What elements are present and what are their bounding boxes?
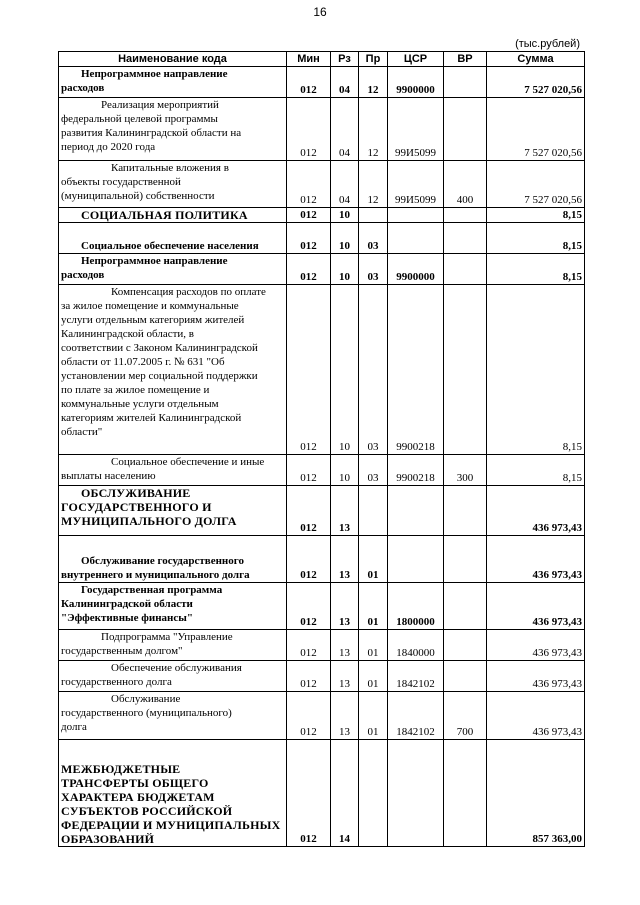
row-min: 012 bbox=[287, 208, 331, 223]
row-vr: 700 bbox=[444, 692, 487, 740]
row-sum: 8,15 bbox=[487, 254, 585, 285]
row-pr: 03 bbox=[359, 455, 388, 486]
row-sum: 7 527 020,56 bbox=[487, 98, 585, 161]
header-name: Наименование кода bbox=[59, 52, 287, 67]
row-pr: 03 bbox=[359, 254, 388, 285]
row-name: Обслуживание государственного (муниципального) долга bbox=[59, 692, 287, 740]
row-name: МЕЖБЮДЖЕТНЫЕ ТРАНСФЕРТЫ ОБЩЕГО ХАРАКТЕРА БЮДЖЕТАМ СУБЪЕКТОВ РОССИЙСКОЙ ФЕДЕРАЦИИ И МУНИЦИПАЛЬНЫХ ОБРАЗОВАНИЙ bbox=[59, 740, 287, 847]
row-pr: 01 bbox=[359, 692, 388, 740]
row-name: Обеспечение обслуживания государственного долга bbox=[59, 661, 287, 692]
row-name: Реализация мероприятий федеральной целевой программы развития Калининградской области на период до 2020 года bbox=[59, 98, 287, 161]
row-pr: 01 bbox=[359, 661, 388, 692]
row-rz: 13 bbox=[331, 486, 359, 536]
row-pr bbox=[359, 740, 388, 847]
row-rz: 04 bbox=[331, 67, 359, 98]
table-row bbox=[59, 67, 585, 98]
row-min: 012 bbox=[287, 661, 331, 692]
row-min: 012 bbox=[287, 223, 331, 254]
row-name: Обслуживание государственного внутреннего и муниципального долга bbox=[59, 536, 287, 583]
row-sum: 8,15 bbox=[487, 208, 585, 223]
row-rz: 10 bbox=[331, 223, 359, 254]
row-csr: 9900000 bbox=[388, 67, 444, 98]
row-min: 012 bbox=[287, 740, 331, 847]
row-pr bbox=[359, 208, 388, 223]
table-row bbox=[59, 692, 585, 740]
row-sum: 436 973,43 bbox=[487, 661, 585, 692]
row-name: Социальное обеспечение и иные выплаты населению bbox=[59, 455, 287, 486]
header-rz: Рз bbox=[331, 52, 359, 67]
row-sum: 436 973,43 bbox=[487, 692, 585, 740]
table-row bbox=[59, 486, 585, 536]
table-row bbox=[59, 98, 585, 161]
row-csr: 9900218 bbox=[388, 285, 444, 455]
row-rz: 04 bbox=[331, 98, 359, 161]
row-vr bbox=[444, 486, 487, 536]
row-vr bbox=[444, 285, 487, 455]
row-name: Компенсация расходов по оплате за жилое помещение и коммунальные услуги отдельным категориям жителей Калининградской области, в соответствии с Законом Калининградской области от 11.07.2005 г. № 631 "Об установлении мер социальной поддержки по плате за жилое помещение и коммунальные услуги отдельным категориям жителей Калининградской области" bbox=[59, 285, 287, 455]
row-min: 012 bbox=[287, 583, 331, 630]
table-row bbox=[59, 455, 585, 486]
row-sum: 8,15 bbox=[487, 455, 585, 486]
row-vr bbox=[444, 208, 487, 223]
row-sum: 8,15 bbox=[487, 223, 585, 254]
row-min: 012 bbox=[287, 161, 331, 208]
header-csr: ЦСР bbox=[388, 52, 444, 67]
header-pr: Пр bbox=[359, 52, 388, 67]
row-min: 012 bbox=[287, 254, 331, 285]
table-row bbox=[59, 223, 585, 254]
row-sum: 7 527 020,56 bbox=[487, 67, 585, 98]
table-row bbox=[59, 740, 585, 847]
row-vr bbox=[444, 254, 487, 285]
table-row bbox=[59, 254, 585, 285]
row-name: Непрограммное направление расходов bbox=[59, 67, 287, 98]
row-min: 012 bbox=[287, 285, 331, 455]
row-csr: 99И5099 bbox=[388, 98, 444, 161]
row-pr: 01 bbox=[359, 536, 388, 583]
row-rz: 14 bbox=[331, 740, 359, 847]
row-vr bbox=[444, 661, 487, 692]
row-csr: 1800000 bbox=[388, 583, 444, 630]
header-sum: Сумма bbox=[487, 52, 585, 67]
header-row bbox=[59, 52, 585, 67]
row-vr: 300 bbox=[444, 455, 487, 486]
budget-table bbox=[58, 51, 585, 847]
row-pr: 03 bbox=[359, 223, 388, 254]
row-sum: 436 973,43 bbox=[487, 630, 585, 661]
row-rz: 13 bbox=[331, 536, 359, 583]
row-sum: 436 973,43 bbox=[487, 536, 585, 583]
row-name: Непрограммное направление расходов bbox=[59, 254, 287, 285]
row-vr bbox=[444, 98, 487, 161]
row-rz: 10 bbox=[331, 285, 359, 455]
row-csr bbox=[388, 486, 444, 536]
row-vr bbox=[444, 536, 487, 583]
row-pr: 01 bbox=[359, 583, 388, 630]
table-row bbox=[59, 630, 585, 661]
row-csr: 9900000 bbox=[388, 254, 444, 285]
row-rz: 04 bbox=[331, 161, 359, 208]
row-name: СОЦИАЛЬНАЯ ПОЛИТИКА bbox=[59, 208, 287, 223]
units-label: (тыс.рублей) bbox=[515, 38, 580, 50]
table-row bbox=[59, 285, 585, 455]
row-sum: 8,15 bbox=[487, 285, 585, 455]
table-row bbox=[59, 583, 585, 630]
header-min: Мин bbox=[287, 52, 331, 67]
row-name: Социальное обеспечение населения bbox=[59, 223, 287, 254]
row-rz: 13 bbox=[331, 661, 359, 692]
row-csr bbox=[388, 208, 444, 223]
row-vr: 400 bbox=[444, 161, 487, 208]
row-csr bbox=[388, 223, 444, 254]
row-name: ОБСЛУЖИВАНИЕ ГОСУДАРСТВЕННОГО И МУНИЦИПАЛЬНОГО ДОЛГА bbox=[59, 486, 287, 536]
row-pr: 01 bbox=[359, 630, 388, 661]
row-name: Государственная программа Калининградской области "Эффективные финансы" bbox=[59, 583, 287, 630]
row-min: 012 bbox=[287, 692, 331, 740]
row-pr: 12 bbox=[359, 98, 388, 161]
row-csr bbox=[388, 536, 444, 583]
row-rz: 13 bbox=[331, 630, 359, 661]
row-name: Капитальные вложения в объекты государственной (муниципальной) собственности bbox=[59, 161, 287, 208]
row-sum: 436 973,43 bbox=[487, 583, 585, 630]
row-csr: 1842102 bbox=[388, 692, 444, 740]
row-rz: 10 bbox=[331, 455, 359, 486]
row-vr bbox=[444, 740, 487, 847]
row-rz: 13 bbox=[331, 692, 359, 740]
row-rz: 10 bbox=[331, 254, 359, 285]
row-rz: 10 bbox=[331, 208, 359, 223]
table-row bbox=[59, 661, 585, 692]
table-row bbox=[59, 536, 585, 583]
header-vr: ВР bbox=[444, 52, 487, 67]
row-csr: 9900218 bbox=[388, 455, 444, 486]
row-vr bbox=[444, 630, 487, 661]
row-sum: 857 363,00 bbox=[487, 740, 585, 847]
row-min: 012 bbox=[287, 455, 331, 486]
row-csr: 1840000 bbox=[388, 630, 444, 661]
row-vr bbox=[444, 223, 487, 254]
page-number: 16 bbox=[313, 5, 327, 19]
row-sum: 436 973,43 bbox=[487, 486, 585, 536]
table-row bbox=[59, 161, 585, 208]
row-pr: 03 bbox=[359, 285, 388, 455]
row-pr: 12 bbox=[359, 67, 388, 98]
row-rz: 13 bbox=[331, 583, 359, 630]
row-vr bbox=[444, 67, 487, 98]
row-min: 012 bbox=[287, 486, 331, 536]
table-row bbox=[59, 208, 585, 223]
row-csr: 99И5099 bbox=[388, 161, 444, 208]
row-name: Подпрограмма "Управление государственным долгом" bbox=[59, 630, 287, 661]
row-csr bbox=[388, 740, 444, 847]
row-min: 012 bbox=[287, 630, 331, 661]
row-min: 012 bbox=[287, 536, 331, 583]
row-min: 012 bbox=[287, 67, 331, 98]
row-min: 012 bbox=[287, 98, 331, 161]
row-pr bbox=[359, 486, 388, 536]
row-sum: 7 527 020,56 bbox=[487, 161, 585, 208]
row-vr bbox=[444, 583, 487, 630]
row-csr: 1842102 bbox=[388, 661, 444, 692]
row-pr: 12 bbox=[359, 161, 388, 208]
